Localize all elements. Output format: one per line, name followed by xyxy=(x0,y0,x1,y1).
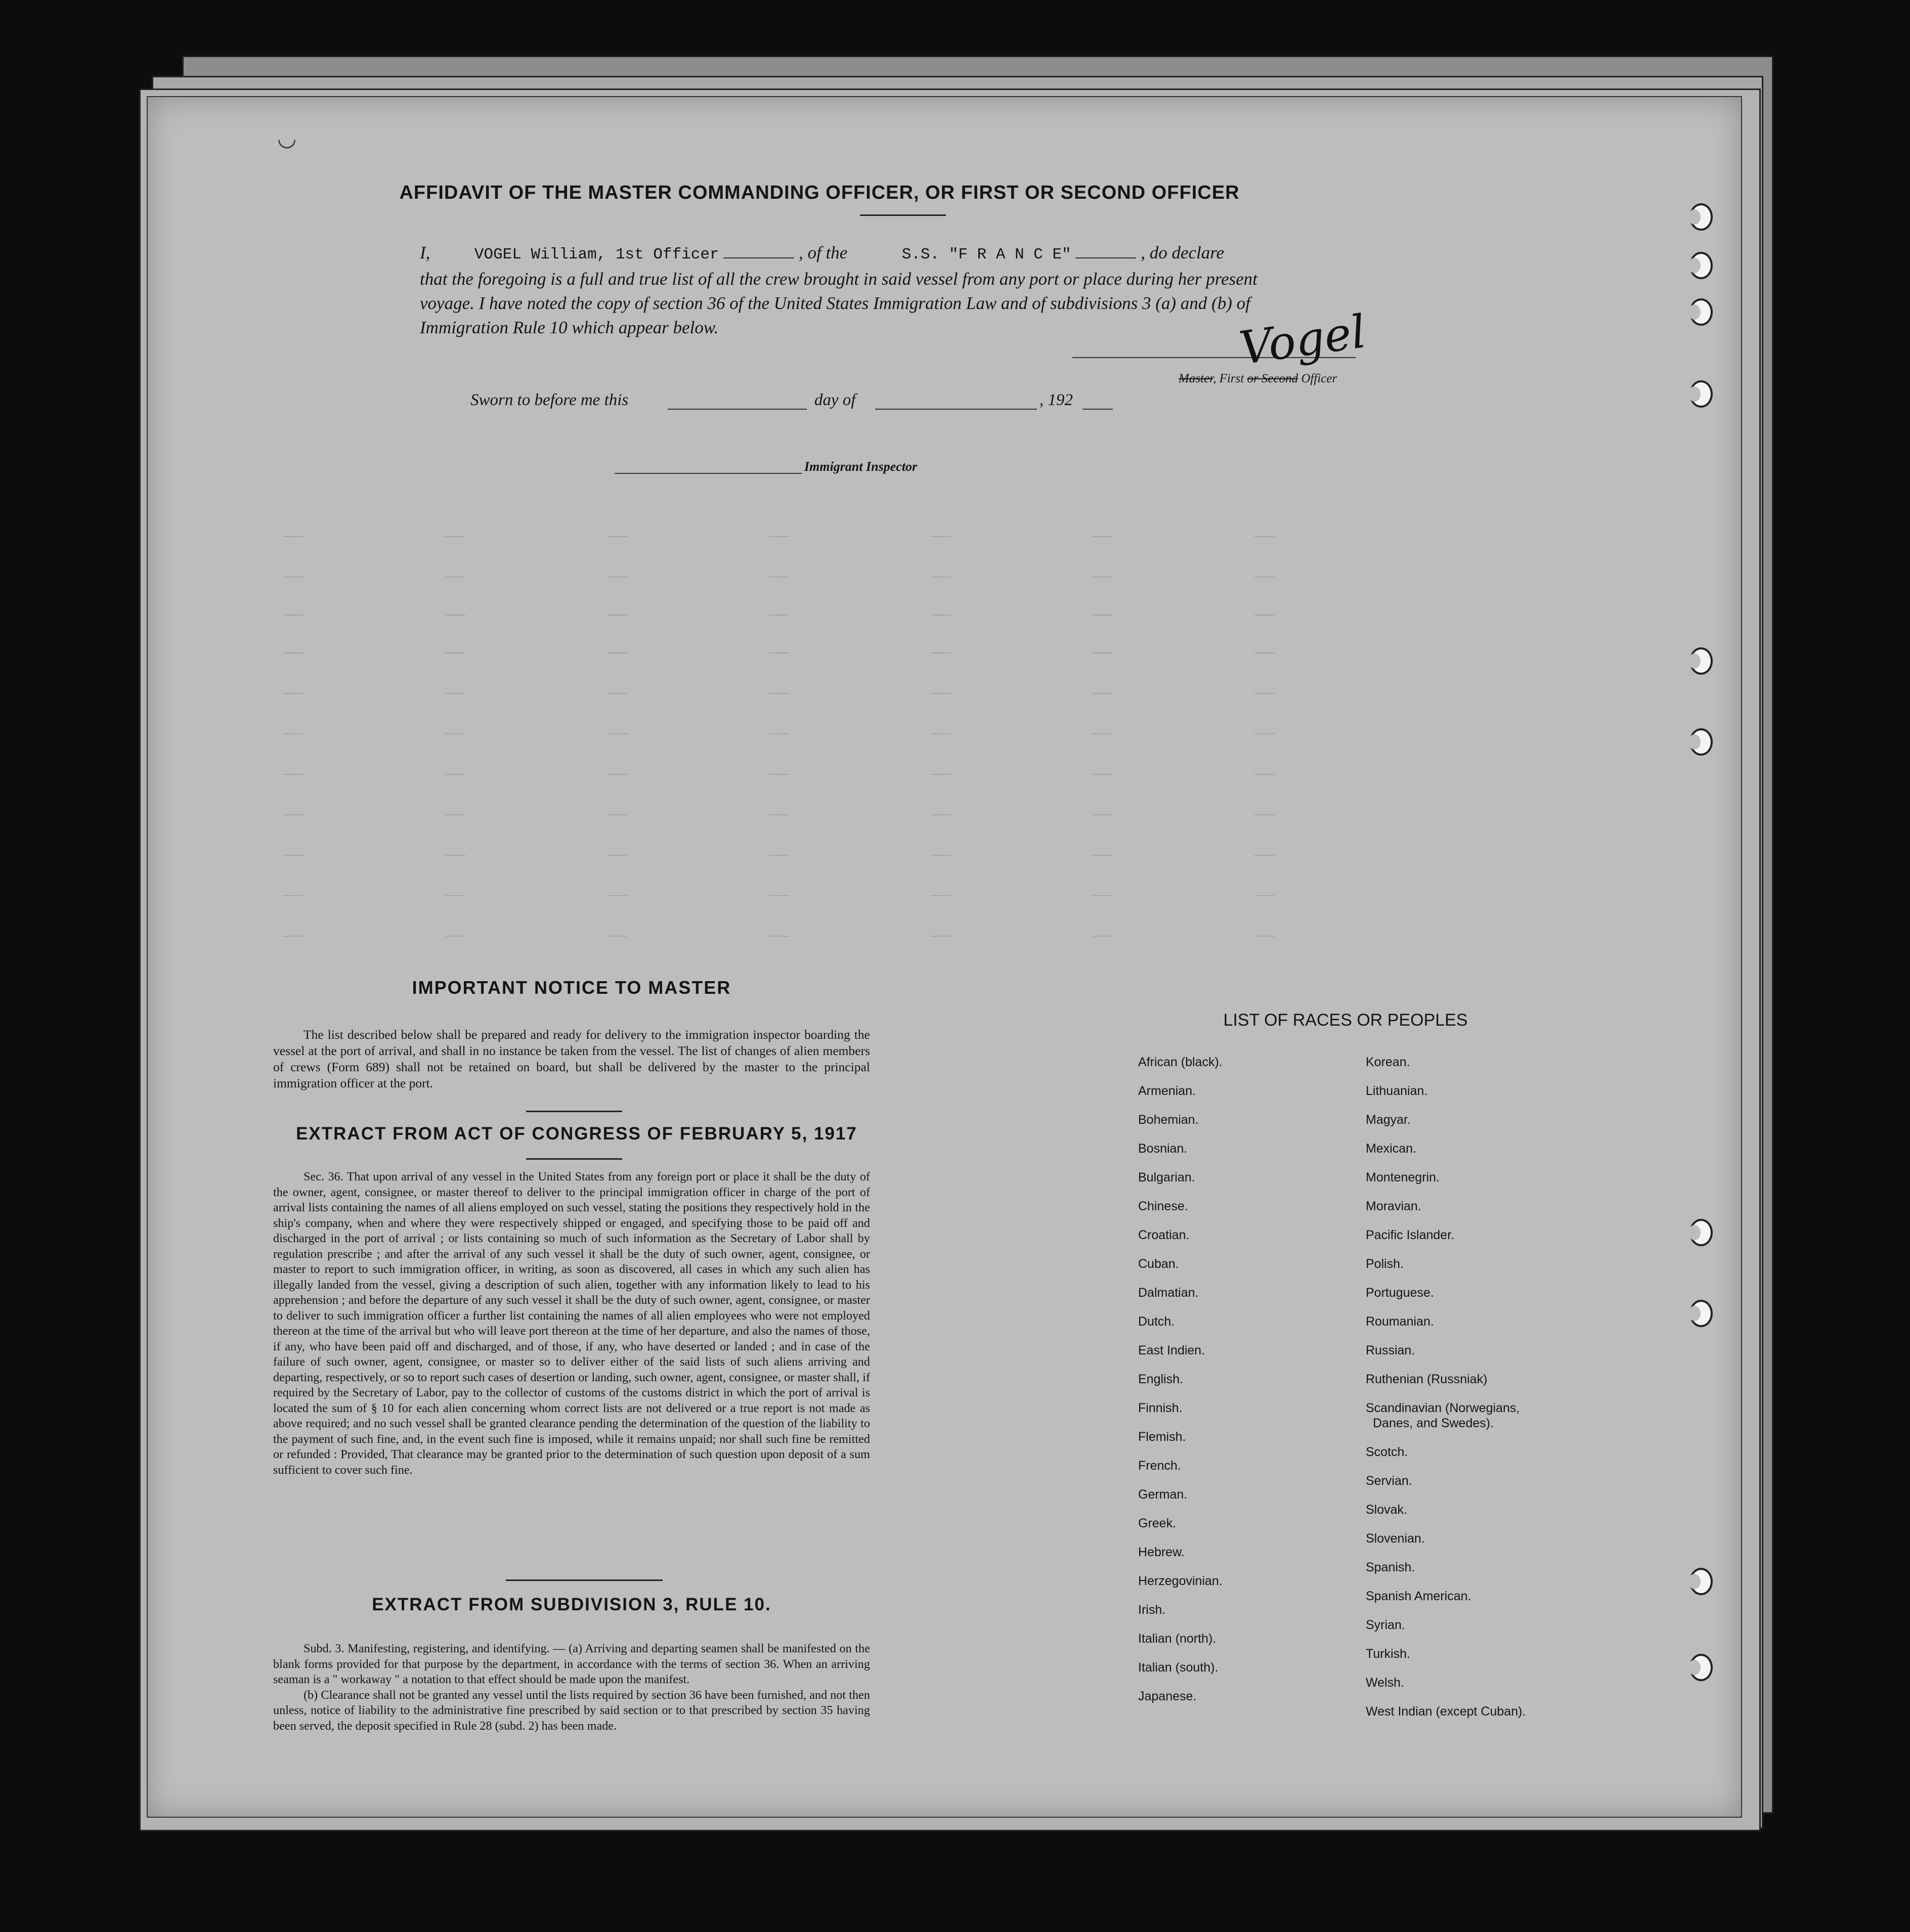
bleed-through-row xyxy=(283,693,1396,694)
race-item: Russian. xyxy=(1366,1343,1415,1357)
race-item: Hebrew. xyxy=(1138,1545,1185,1559)
extract-act-title: EXTRACT FROM ACT OF CONGRESS OF FEBRUARY 5, 1917 xyxy=(296,1124,857,1144)
races-title: LIST OF RACES OR PEOPLES xyxy=(1223,1011,1468,1030)
race-item: Dalmatian. xyxy=(1138,1286,1199,1300)
race-item: Korean. xyxy=(1366,1055,1410,1069)
day-field xyxy=(668,409,807,410)
race-item: Armenian. xyxy=(1138,1084,1196,1098)
bleed-through-row xyxy=(283,936,1396,937)
race-item: Lithuanian. xyxy=(1366,1084,1428,1098)
race-item: French. xyxy=(1138,1459,1181,1473)
bleed-through-row xyxy=(283,577,1396,578)
race-item: Welsh. xyxy=(1366,1676,1404,1690)
race-item: Spanish American. xyxy=(1366,1589,1471,1603)
affidavit-line-1 xyxy=(420,243,1401,264)
inspector-signature-line xyxy=(615,473,802,474)
race-item: African (black). xyxy=(1138,1055,1223,1069)
day-of-label: day of xyxy=(814,391,856,409)
punch-hole xyxy=(1689,380,1713,408)
race-item: Dutch. xyxy=(1138,1314,1175,1329)
race-item: Herzegovinian. xyxy=(1138,1574,1223,1588)
race-item: Slovak. xyxy=(1366,1503,1407,1517)
race-item: Scotch. xyxy=(1366,1445,1408,1459)
section-rule xyxy=(526,1158,622,1160)
race-item: Cuban. xyxy=(1138,1257,1179,1271)
bleed-through-row xyxy=(283,814,1396,815)
race-item: Croatian. xyxy=(1138,1228,1190,1242)
race-item: West Indian (except Cuban). xyxy=(1366,1704,1526,1719)
bleed-through-row xyxy=(283,895,1396,896)
punch-hole xyxy=(1689,252,1713,279)
punch-hole xyxy=(1689,1300,1713,1327)
punch-hole xyxy=(1689,203,1713,231)
race-item: Portuguese. xyxy=(1366,1286,1434,1300)
affidavit-line-4: Immigration Rule 10 which appear below. xyxy=(420,318,719,337)
notice-body: The list described below shall be prepared and ready for delivery to the immigration inspector boarding the vessel at the port of arrival, and shall in no instance be taken from the vessel. The list of changes of alien members of crews (Form 689) shall not be retained on board, but shall be delivered by the master to the principal immigration officer at the port. xyxy=(273,1027,870,1090)
notice-title: IMPORTANT NOTICE TO MASTER xyxy=(412,977,731,998)
bleed-through-row xyxy=(283,774,1396,775)
race-item: Slovenian. xyxy=(1366,1531,1425,1546)
race-item: East Indien. xyxy=(1138,1343,1205,1357)
signature-caption: Master, First or Second Officer xyxy=(1179,372,1337,385)
race-item: Danes, and Swedes). xyxy=(1373,1416,1494,1430)
race-item: Moravian. xyxy=(1366,1199,1421,1213)
sworn-label: Sworn to before me this xyxy=(470,391,629,409)
extract-rule-body: Subd. 3. Manifesting, registering, and identifying. — (a) Arriving and departing seamen shall be manifested on the blank forms provided for that purpose by the department, in accordance with the terms of section 36. When an arriving seaman is a " workaway " a notation to that effect should be made upon the manifest. (b) Clearance shall not be granted any vessel until the lists required by section 36 have been furnished, and not then unless, notice of liability to the administrative fine prescribed by said section or to that prescribed by section 35 having been served, the deposit specified in Rule 28 (subd. 2) has been made. xyxy=(273,1642,870,1733)
bleed-through-row xyxy=(283,855,1396,856)
punch-hole xyxy=(1689,647,1713,675)
race-item: Irish. xyxy=(1138,1603,1166,1617)
race-item: Turkish. xyxy=(1366,1647,1410,1661)
race-item: Italian (south). xyxy=(1138,1660,1219,1675)
section-rule xyxy=(506,1579,663,1581)
do-declare-label: , do declare xyxy=(1141,243,1225,262)
race-item: Japanese. xyxy=(1138,1689,1197,1703)
vessel-name: S.S. "F R A N C E" xyxy=(901,246,1071,264)
i-label: I, xyxy=(420,243,430,262)
race-item: Spanish. xyxy=(1366,1560,1415,1574)
race-item: Syrian. xyxy=(1366,1618,1405,1632)
officer-signature: Vogel xyxy=(1236,305,1369,375)
race-item: Finnish. xyxy=(1138,1401,1183,1415)
race-item: Polish. xyxy=(1366,1257,1404,1271)
punch-hole xyxy=(1689,1654,1713,1681)
race-item: English. xyxy=(1138,1372,1183,1386)
of-the-label: , of the xyxy=(799,243,848,262)
race-item: Bohemian. xyxy=(1138,1113,1199,1127)
punch-hole xyxy=(1689,1219,1713,1246)
extract-rule-title: EXTRACT FROM SUBDIVISION 3, RULE 10. xyxy=(372,1595,771,1614)
document-page xyxy=(147,96,1742,1818)
race-item: Magyar. xyxy=(1366,1113,1411,1127)
race-item: Bulgarian. xyxy=(1138,1170,1195,1184)
affidavit-title: AFFIDAVIT OF THE MASTER COMMANDING OFFICER, OR FIRST OR SECOND OFFICER xyxy=(399,182,1240,203)
race-item: Pacific Islander. xyxy=(1366,1228,1455,1242)
section-rule xyxy=(526,1111,622,1112)
race-item: Mexican. xyxy=(1366,1141,1417,1156)
month-field xyxy=(875,409,1037,410)
year-label: , 192 xyxy=(1039,391,1073,409)
punch-hole xyxy=(1689,728,1713,756)
affidavit-line-2: that the foregoing is a full and true list of all the crew brought in said vessel from any port or place during her present xyxy=(420,269,1257,289)
title-rule xyxy=(860,214,946,216)
race-item: Montenegrin. xyxy=(1366,1170,1440,1184)
punch-hole xyxy=(1689,298,1713,326)
race-item: German. xyxy=(1138,1487,1188,1502)
race-item: Chinese. xyxy=(1138,1199,1188,1213)
bleed-through-row xyxy=(283,733,1396,734)
punch-hole xyxy=(1689,1568,1713,1595)
race-item: Greek. xyxy=(1138,1516,1177,1530)
bleed-through-row xyxy=(283,652,1396,653)
race-item: Ruthenian (Russniak) xyxy=(1366,1372,1488,1386)
inspector-label: Immigrant Inspector xyxy=(804,459,918,474)
affidavit-line-3: voyage. I have noted the copy of section 36 of the United States Immigration Law and of subdivisions 3 (a) and (b) of xyxy=(420,293,1250,313)
race-item: Italian (north). xyxy=(1138,1632,1217,1646)
race-item: Bosnian. xyxy=(1138,1141,1188,1156)
race-item: Roumanian. xyxy=(1366,1314,1434,1329)
race-item: Scandinavian (Norwegians, xyxy=(1366,1401,1520,1415)
bleed-through-row xyxy=(283,614,1396,616)
bleed-through-row xyxy=(283,536,1396,537)
year-field xyxy=(1082,409,1113,410)
extract-act-body: Sec. 36. That upon arrival of any vessel in the United States from any foreign port or place it shall be the duty of the owner, agent, consignee, or master thereof to deliver to the principal immigration officer in charge of the port of arrival lists containing the names of all aliens employed on such vessel, stating the positions they respectively hold in the ship's company, when and where they were respectively shipped or engaged, and specifying those to be paid off and discharged in the port of arrival ; or lists containing so much of such information as the Secretary of Labor shall by regulation prescribe ; and after the arrival of any such vessel it shall be the duty of such owner, agent, consignee, or master to report to such immigration officer, in writing, as soon as discovered, all cases in which any such alien has illegally landed from the vessel, giving a description of such alien, together with any information likely to lead to his apprehension ; and before the departure of any such vessel it shall be the duty of such owner, agent, consignee, or master to deliver to such immigration officer a further list containing the names of all alien employees who were not employed thereon at the time of the arrival but who will leave port thereon at the time of her departure, and also the names of those, if any, who have been paid off and discharged, and of those, if any, who have deserted or landed ; and in case of the failure of such owner, agent, consignee, or master so to deliver either of the said lists of such aliens arriving and departing, respectively, or so to report such cases of desertion or landing, such owner, agent, consignee, or master shall, if required by the Secretary of Labor, pay to the collector of customs of the customs district in which the port of arrival is located the sum of § 10 for each alien concerning whom correct lists are not delivered or a true report is not made as above required; and no such vessel shall be granted clearance pending the determination of the question of the liability to the payment of such fine, and, in the event such fine is imposed, while it remains unpaid; nor shall such fine be remitted or refunded : Provided, That clearance may be granted prior to the determination of such question upon deposit of a sum sufficient to cover such fine. xyxy=(273,1170,870,1477)
officer-name: VOGEL William, 1st Officer xyxy=(474,246,719,264)
race-item: Servian. xyxy=(1366,1474,1412,1488)
race-item: Flemish. xyxy=(1138,1430,1186,1444)
corner-mark: ◡ xyxy=(277,126,297,151)
